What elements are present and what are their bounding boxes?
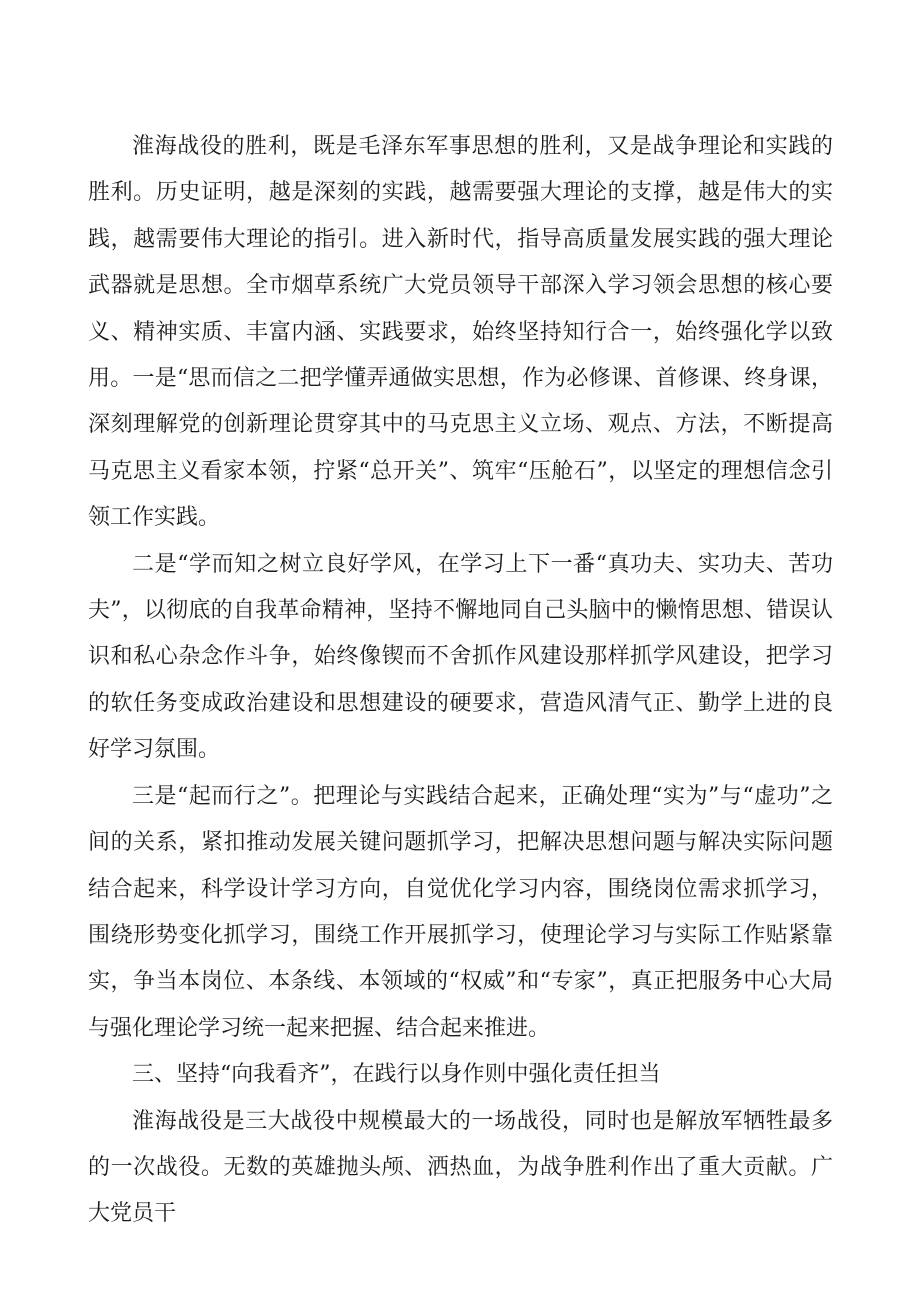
paragraph-3: 三是“起而行之”。把理论与实践结合起来，正确处理“实为”与“虚功”之间的关系，紧扣推动发展关键问题抓学习，把解决思想问题与解决实际问题结合起来，科学设计学习方向，自觉优化学习内容，围绕岗位需求抓学习，围绕形势变化抓学习，围绕工作开展抓学习，使理论学习与实际工作贴紧靠实，争当本岗位、本条线、本领域的“权威”和“专家”，真正把服务中心大局与强化理论学习统一起来把握、结合起来推进。 xyxy=(88,783,833,1041)
section-heading: 三、坚持“向我看齐”，在践行以身作则中强化责任担当 xyxy=(132,1062,661,1088)
paragraph-1: 淮海战役的胜利，既是毛泽东军事思想的胜利，又是战争理论和实践的胜利。历史证明，越是深刻的实践，越需要强大理论的支撑，越是伟大的实践，越需要伟大理论的指引。进入新时代，指导高质量发展实践的强大理论武器就是思想。全市烟草系统广大党员领导干部深入学习领会思想的核心要义、精神实质、丰富内涵、实践要求，始终坚持知行合一，始终强化学以致用。一是“思而信之二把学懂弄通做实思想，作为必修课、首修课、终身课，深刻理解党的创新理论贯穿其中的马克思主义立场、观点、方法，不断提高马克思主义看家本领，拧紧“总开关”、筑牢“压舱石”，以坚定的理想信念引领工作实践。 xyxy=(88,134,833,531)
document-body xyxy=(88,124,833,1238)
paragraph-2: 二是“学而知之树立良好学风，在学习上下一番“真功夫、实功夫、苦功夫”，以彻底的自我革命精神，坚持不懈地同自己头脑中的懒惰思想、错误认识和私心杂念作斗争，始终像锲而不舍抓作风建设那样抓学风建设，把学习的软任务变成政治建设和思想建设的硬要求，营造风清气正、勤学上进的良好学习氛围。 xyxy=(88,551,833,763)
paragraph-4: 淮海战役是三大战役中规模最大的一场战役，同时也是解放军牺牲最多的一次战役。无数的英雄抛头颅、洒热血，为战争胜利作出了重大贡献。广大党员干 xyxy=(88,1108,833,1227)
